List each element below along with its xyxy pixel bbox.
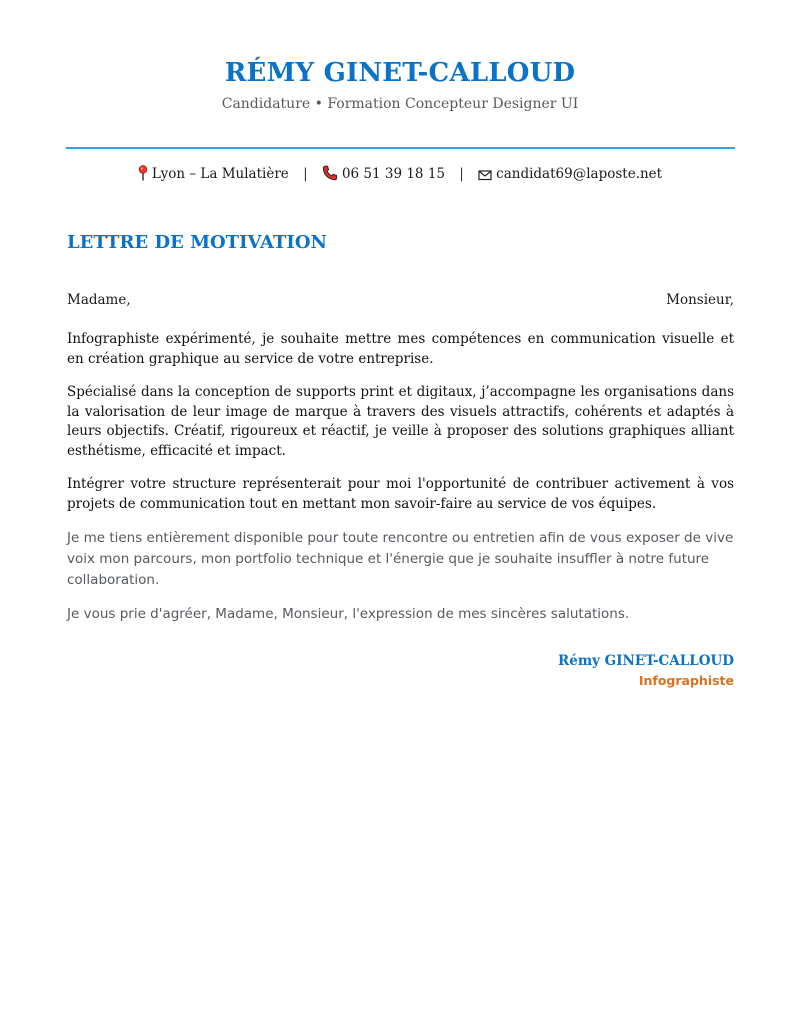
salutation-right: Monsieur, bbox=[666, 292, 734, 308]
letter-body bbox=[67, 330, 734, 638]
pin-icon bbox=[138, 165, 148, 187]
candidate-subtitle: Candidature • Formation Concepteur Designer UI bbox=[221, 96, 579, 112]
header bbox=[0, 56, 800, 114]
letter-paragraph: Spécialisé dans la conception de supports print et digitaux, j’accompagne les organisations dans la valorisation de leur image de marque à travers des visuels attractifs, cohérents et adaptés à leurs objectifs. Créatif, rigoureux et réactif, je veille à proposer des solutions graphiques alliant esthétisme, efficacité et impact. bbox=[67, 384, 734, 459]
letter-paragraph: Intégrer votre structure représenterait pour moi l'opportunité de contribuer activement à vos projets de communication tout en mettant mon savoir-faire au service de vos équipes. bbox=[67, 476, 734, 512]
contact-email[interactable]: candidat69@laposte.net bbox=[496, 166, 663, 182]
salutation-row bbox=[67, 291, 734, 310]
letter-title: LETTRE DE MOTIVATION bbox=[67, 232, 327, 253]
header-divider bbox=[66, 147, 735, 149]
letter-closing: Je vous prie d'agréer, Madame, Monsieur, l'expression de mes sincères salutations. bbox=[67, 606, 630, 622]
candidate-name: RÉMY GINET-CALLOUD bbox=[224, 58, 576, 88]
contact-location: Lyon – La Mulatière bbox=[151, 166, 289, 182]
signature-name: Rémy GINET-CALLOUD bbox=[558, 653, 734, 669]
letter-paragraph: Infographiste expérimenté, je souhaite mettre mes compétences en communication visuelle et en création graphique au service de votre entreprise. bbox=[67, 331, 734, 367]
envelope-icon bbox=[478, 167, 492, 187]
salutation-left: Madame, bbox=[67, 292, 131, 308]
letter-paragraph: Je me tiens entièrement disponible pour toute rencontre ou entretien afin de vous exposer de vive voix mon parcours, mon portfolio technique et l'énergie que je souhaite insuffler à notre future collaboration. bbox=[67, 530, 734, 588]
signature-block bbox=[558, 652, 734, 690]
signature-role: Infographiste bbox=[638, 673, 734, 688]
phone-icon bbox=[322, 165, 338, 187]
contact-line bbox=[0, 164, 800, 187]
contact-separator: | bbox=[303, 166, 308, 182]
contact-phone: 06 51 39 18 15 bbox=[341, 166, 445, 182]
contact-separator: | bbox=[459, 166, 464, 182]
